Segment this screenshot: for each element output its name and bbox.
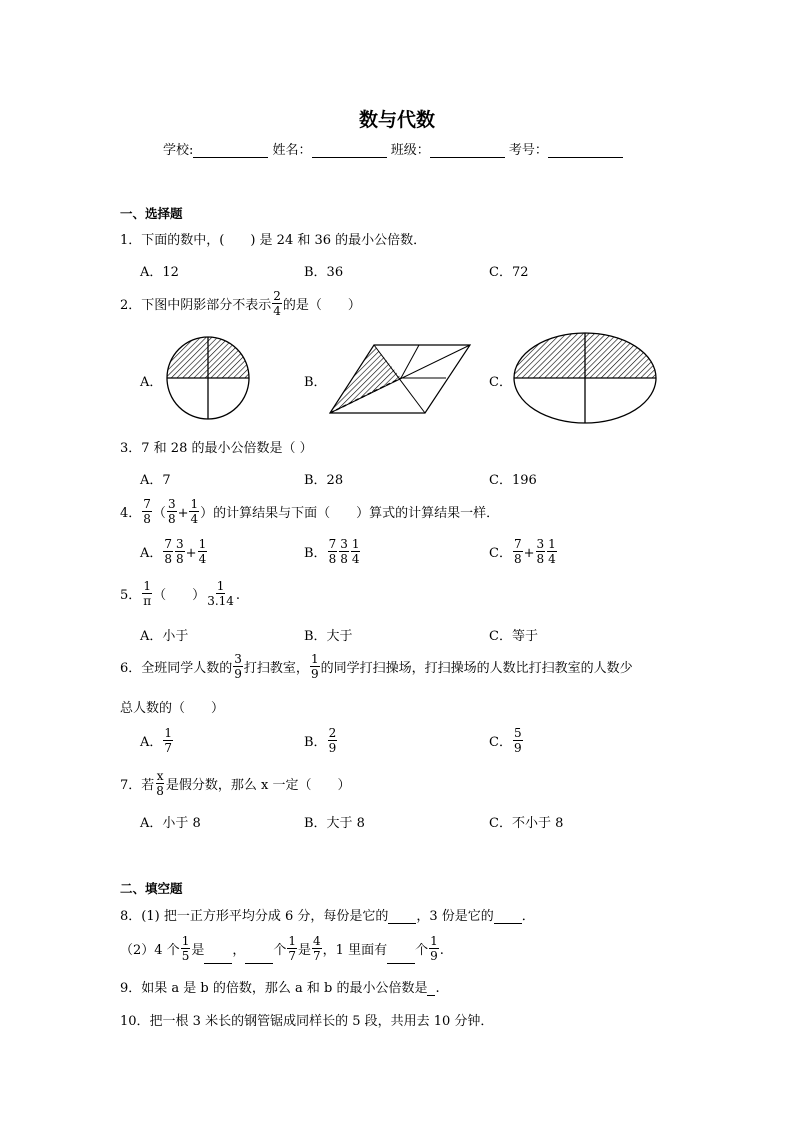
q1-option-a[interactable]: A．12 [140,265,179,280]
q2-option-c[interactable]: C． [489,375,512,390]
q7-post: 是假分数，那么 x 一定（ ） [165,778,351,793]
q4-option-b[interactable]: B． $\frac{7}{8}$ $\frac{3}{8}$ $\frac{1}{4}$ [304,537,360,566]
question-1-stem: 1．下面的数中，( ) 是 24 和 36 的最小公倍数． [120,233,427,248]
q2-stem-pre: 2．下图中阴影部分不表示 [120,298,272,313]
question-5-stem [120,579,241,609]
q3-option-a[interactable]: A．7 [140,473,171,488]
q5-option-b[interactable]: B．大于 [304,629,353,644]
q5-period: . [235,588,241,603]
question-7-stem [120,769,351,799]
q4-option-a[interactable]: A． $\frac{7}{8}$ $\frac{3}{8}$ + $\frac{1}{4}$ [140,537,207,566]
q4-close-paren: ） [200,506,214,521]
q8-blank-1[interactable] [388,911,416,924]
q5-option-c[interactable]: C．等于 [489,629,538,644]
page-title: 数与代数 [358,109,435,131]
question-8-line-2: （2）4 个 $\frac{1}{5}$ 是 ， 个 $\frac{1}{7}$ 是 $\frac{4}{7}$ ，1 里面有 个 $\frac{1}{9}$ . [120,934,444,963]
q4-frac-1: $\frac{7}{8}$ [143,497,151,526]
q7-option-b[interactable]: B．大于 8 [304,816,365,831]
exam-no-label: 考号： [508,143,548,158]
q5-blank: （ ） [153,588,206,603]
q7-pre: 7．若 [120,778,155,793]
q4-plus: + [177,506,189,521]
q8-blank-3[interactable] [204,951,232,964]
figure-a-circle [167,337,249,419]
q4-open-paren: （ [152,506,166,521]
q5-frac-2: $\frac{1}{3.14}$ [207,579,234,608]
q3-option-c[interactable]: C．196 [489,473,537,488]
figure-b-parallelogram [330,345,470,413]
q6-option-b[interactable]: B． $\frac{2}{9}$ [304,726,337,755]
q5-option-a[interactable]: A．小于 [140,629,189,644]
q1-option-b[interactable]: B．36 [304,265,344,280]
q7-option-c[interactable]: C．不小于 8 [489,816,564,831]
q4-option-c[interactable]: C． $\frac{7}{8}$ + $\frac{3}{8}$ $\frac{1}{4}$ [489,537,556,566]
figure-c-ellipse [514,333,656,423]
q4-tail: 的计算结果与下面（ ）算式的计算结果一样． [213,506,500,521]
q2-stem-post: 的是（ ） [282,298,361,313]
class-label: 班级： [390,143,430,158]
q6-pre: 6．全班同学人数的 [120,661,233,676]
q6-mid: 打扫教室， [243,661,309,676]
q5-number: 5． [120,588,142,603]
q7-fraction: $\frac{x}{8}$ [156,769,164,798]
q4-frac-3: $\frac{1}{4}$ [190,497,199,526]
school-label: 学校: [163,143,194,158]
question-4-stem [120,497,500,527]
question-8-line-1: 8．(1) 把一正方形平均分成 6 分，每份是它的 ，3 份是它的 ． [120,909,535,924]
q3-option-b[interactable]: B．28 [304,473,344,488]
q6-frac-1: $\frac{3}{9}$ [234,652,242,681]
question-3-stem: 3．7 和 28 的最小公倍数是（ ） [120,441,313,456]
question-9: 9．如果 a 是 b 的倍数，那么 a 和 b 的最小公倍数是 . [120,981,440,996]
q8-blank-4[interactable] [245,951,273,964]
q5-frac-1: $\frac{1}{\pi}$ [143,579,152,608]
q2-option-b[interactable]: B． [304,375,327,390]
name-label: 姓名： [272,143,312,158]
question-10: 10．把一根 3 米长的钢管锯成同样长的 5 段，共用去 10 分钟． [120,1014,494,1029]
q8-blank-2[interactable] [494,911,522,924]
q7-option-a[interactable]: A．小于 8 [140,816,201,831]
q4-frac-2: $\frac{3}{8}$ [167,497,176,526]
q1-option-c[interactable]: C．72 [489,265,529,280]
question-6-stem [120,652,633,682]
q8-blank-5[interactable] [387,951,415,964]
q6-option-c[interactable]: C． $\frac{5}{9}$ [489,726,522,755]
section-heading-fill: 二、填空题 [120,881,183,896]
question-6-line-2: 总人数的（ ） [120,701,225,716]
q6-frac-2: $\frac{1}{9}$ [310,652,319,681]
q6-option-a[interactable]: A． $\frac{1}{7}$ [140,726,173,755]
q2-fraction: $\frac{2}{4}$ [273,289,281,318]
section-heading-choice: 一、选择题 [120,206,183,221]
q2-option-a[interactable]: A． [140,375,163,390]
q6-post: 的同学打扫操场，打扫操场的人数比打扫教室的人数少 [320,661,633,676]
q4-number: 4． [120,506,142,521]
